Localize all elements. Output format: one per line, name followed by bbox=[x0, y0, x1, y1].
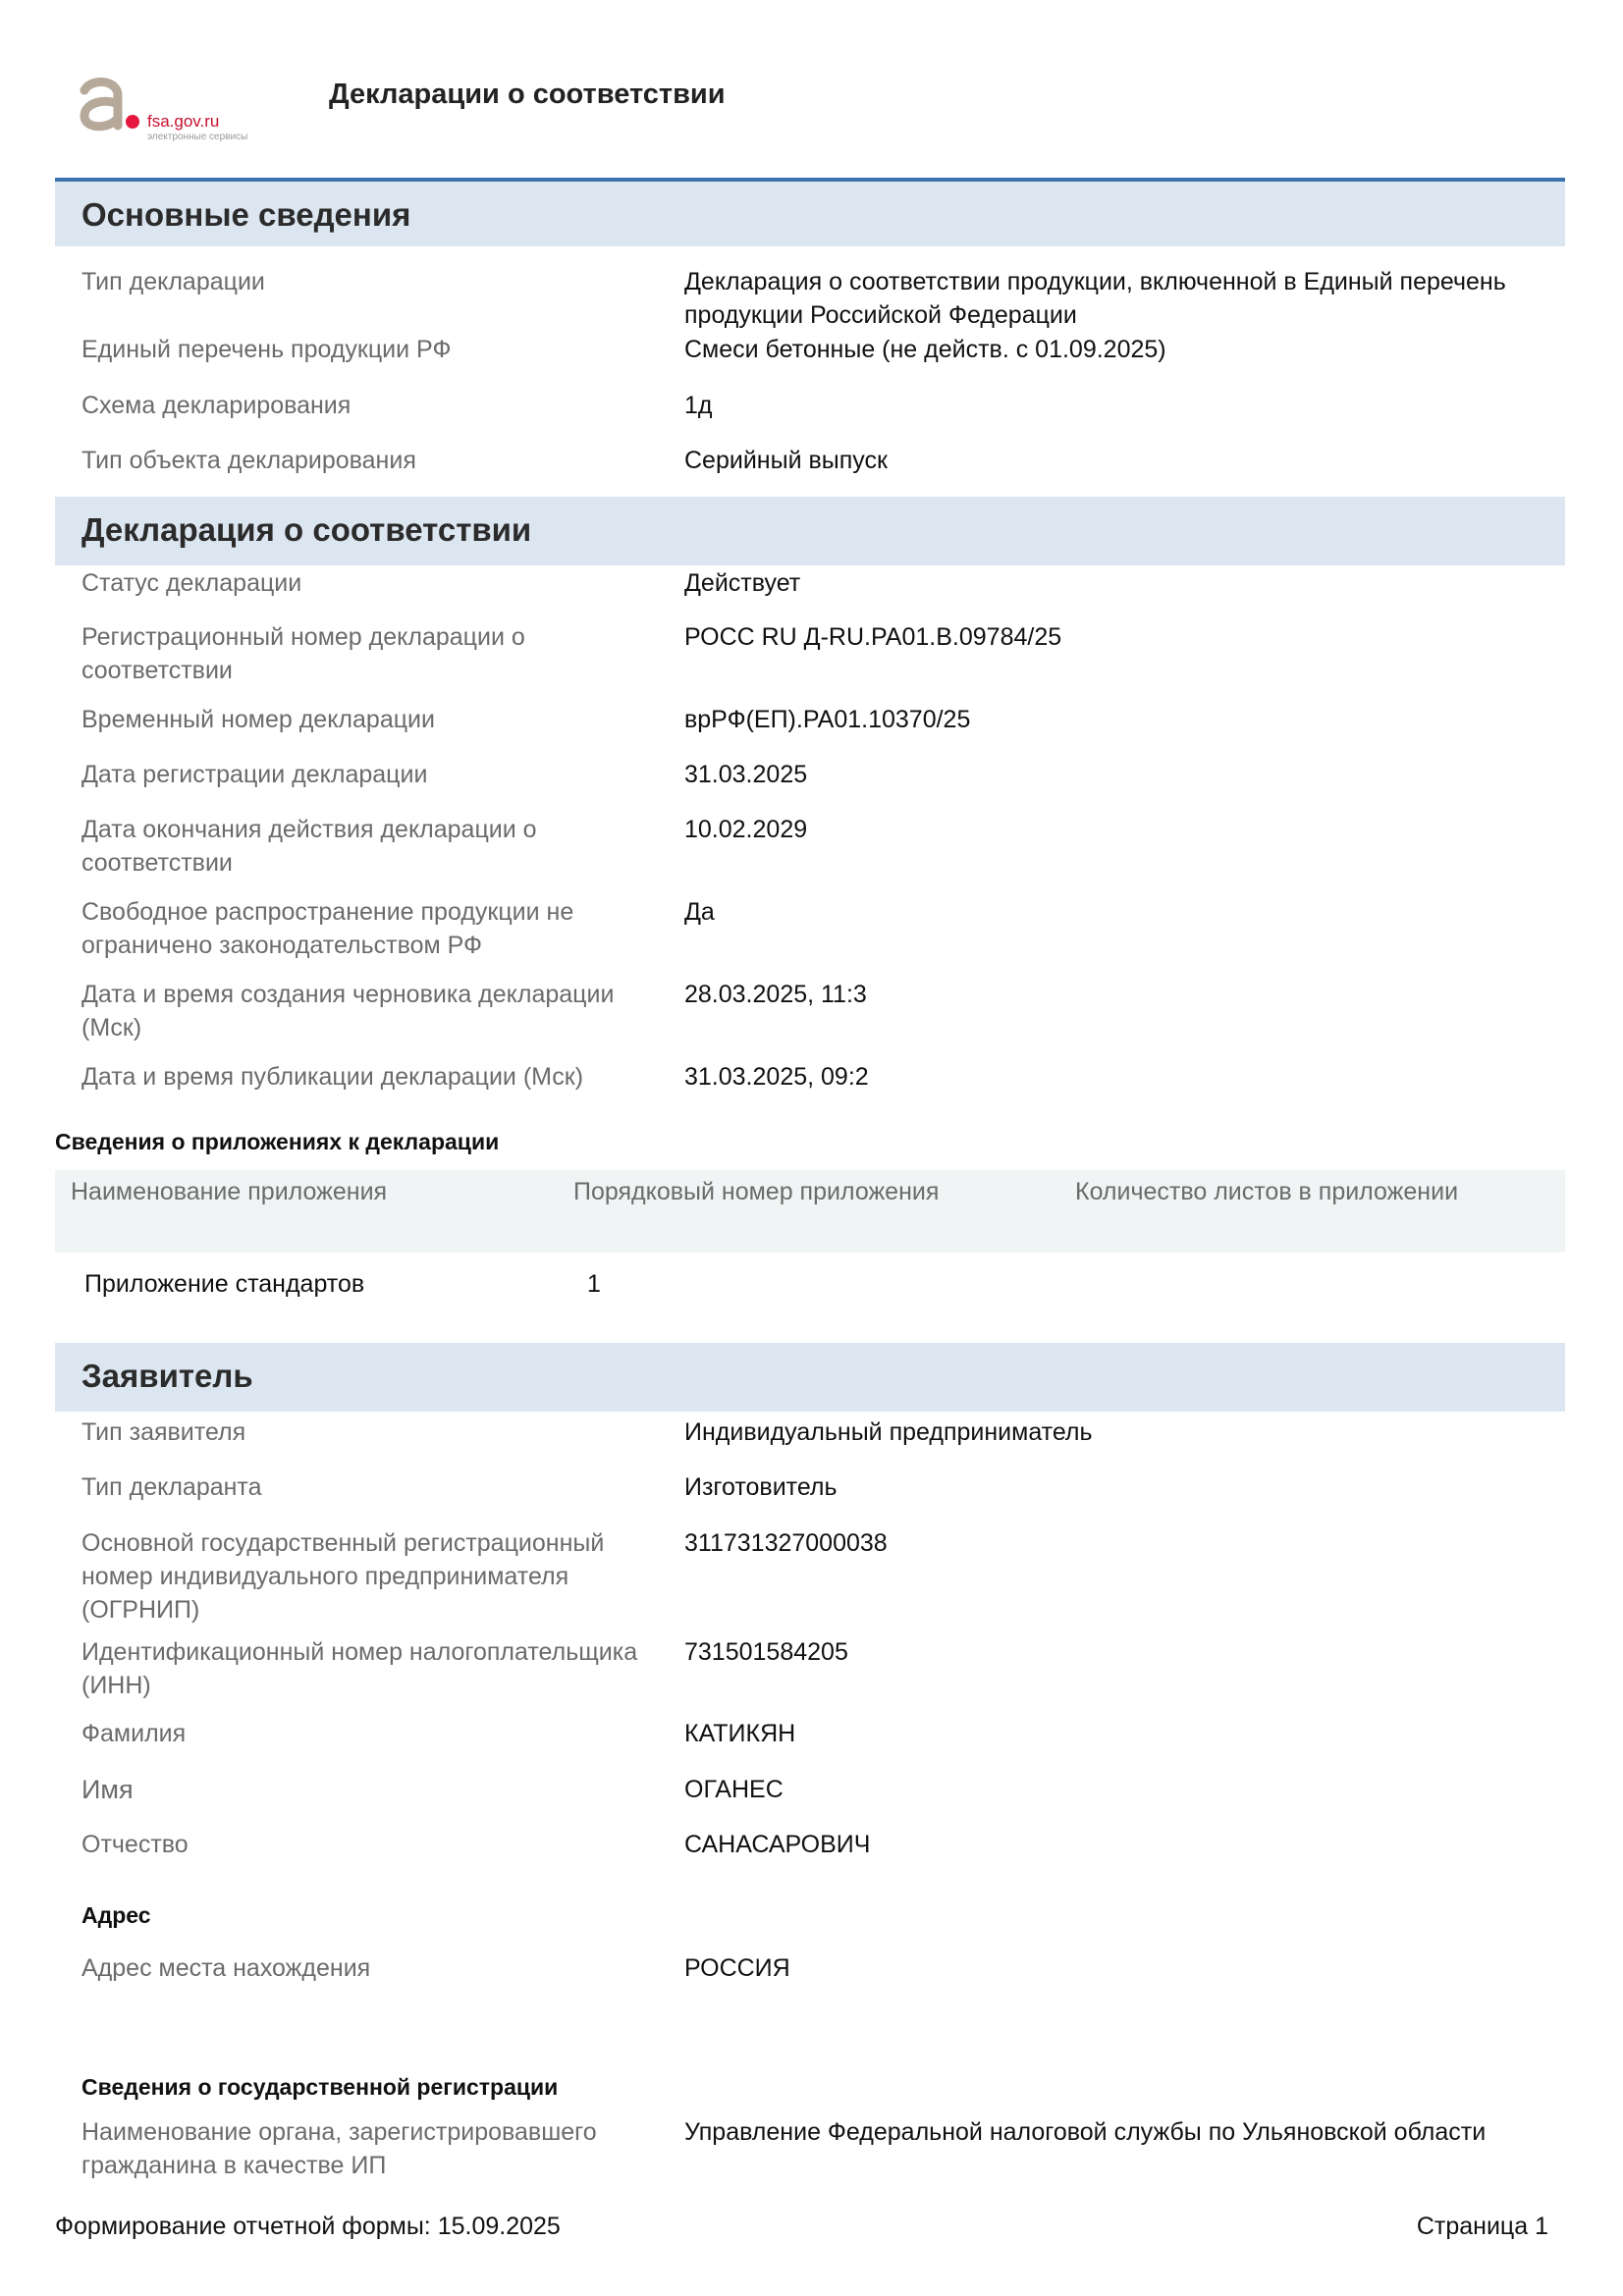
table-cell: 1 bbox=[587, 1270, 601, 1298]
field-value: врРФ(ЕП).PA01.10370/25 bbox=[684, 706, 971, 733]
fsa-logo bbox=[77, 75, 293, 143]
section-applicant-title: Заявитель bbox=[81, 1358, 253, 1394]
attachments-title: Сведения о приложениях к декларации bbox=[55, 1129, 500, 1154]
logo-dot-icon bbox=[126, 115, 139, 129]
footer-generated-date: Формирование отчетной формы: 15.09.2025 bbox=[55, 2213, 561, 2240]
field-label: Имя bbox=[81, 1775, 134, 1804]
field-value: 731501584205 bbox=[684, 1638, 848, 1666]
field-label: Фамилия bbox=[81, 1720, 187, 1747]
field-label: Регистрационный номер декларации о соответствии bbox=[81, 623, 525, 684]
field-label: Дата регистрации декларации bbox=[81, 761, 428, 788]
field-label: Единый перечень продукции РФ bbox=[81, 336, 452, 363]
field-value: 28.03.2025, 11:3 bbox=[684, 981, 867, 1008]
field-value: САНАСАРОВИЧ bbox=[684, 1831, 871, 1858]
field-label: Свободное распространение продукции не ограничено законодательством РФ bbox=[81, 898, 574, 959]
column-header: Количество листов в приложении bbox=[1075, 1178, 1459, 1205]
attachments-table-header bbox=[55, 1170, 1565, 1253]
field-value: Изготовитель bbox=[684, 1473, 838, 1501]
field-value: РОСС RU Д-RU.PA01.B.09784/25 bbox=[684, 623, 1062, 651]
field-value: Смеси бетонные (не действ. с 01.09.2025) bbox=[684, 336, 1166, 363]
field-value: Действует bbox=[684, 569, 801, 597]
field-label: Идентификационный номер налогоплательщика (ИНН) bbox=[81, 1638, 638, 1699]
field-label: Тип декларанта bbox=[81, 1473, 262, 1501]
field-label: Основной государственный регистрационный номер индивидуального предпринимателя (ОГРНИП) bbox=[81, 1529, 605, 1624]
field-label: Тип объекта декларирования bbox=[81, 447, 416, 474]
field-value: КАТИКЯН bbox=[684, 1720, 796, 1747]
field-label: Дата и время создания черновика декларации (Мск) bbox=[81, 981, 615, 1041]
field-value: 311731327000038 bbox=[684, 1529, 888, 1557]
field-value: 31.03.2025 bbox=[684, 761, 808, 788]
field-label: Адрес места нахождения bbox=[81, 1954, 371, 1982]
field-label: Тип заявителя bbox=[81, 1418, 246, 1446]
field-label: Дата и время публикации декларации (Мск) bbox=[81, 1063, 584, 1091]
logo-url: fsa.gov.ru bbox=[147, 112, 220, 131]
field-value: 10.02.2029 bbox=[684, 816, 808, 843]
section-basic-title: Основные сведения bbox=[81, 196, 411, 233]
field-value: РОССИЯ bbox=[684, 1954, 790, 1982]
document-title: Декларации о соответствии bbox=[329, 79, 726, 110]
footer-page-number: Страница 1 bbox=[1416, 2213, 1548, 2240]
field-value: Серийный выпуск bbox=[684, 447, 888, 474]
field-label: Статус декларации bbox=[81, 569, 302, 597]
section-declaration-header bbox=[55, 497, 1565, 565]
column-header: Наименование приложения bbox=[71, 1178, 388, 1205]
field-value: 1д bbox=[684, 392, 713, 419]
registration-title: Сведения о государственной регистрации bbox=[81, 2074, 559, 2100]
field-value: Индивидуальный предприниматель bbox=[684, 1418, 1093, 1446]
address-title: Адрес bbox=[81, 1902, 151, 1928]
field-label: Дата окончания действия декларации о соответствии bbox=[81, 816, 537, 877]
section-basic-header bbox=[55, 178, 1565, 246]
section-declaration-title: Декларация о соответствии bbox=[81, 511, 532, 548]
field-value: ОГАНЕС bbox=[684, 1776, 784, 1803]
field-label: Схема декларирования bbox=[81, 392, 352, 419]
column-header: Порядковый номер приложения bbox=[573, 1178, 940, 1205]
field-label: Отчество bbox=[81, 1831, 189, 1858]
field-value: Декларация о соответствии продукции, включенной в Единый перечень продукции Российской Федерации bbox=[684, 268, 1506, 329]
field-label: Тип декларации bbox=[81, 268, 265, 295]
table-cell: Приложение стандартов bbox=[84, 1270, 365, 1298]
section-applicant-header bbox=[55, 1343, 1565, 1412]
fsa-logo-icon bbox=[77, 75, 130, 133]
field-label: Наименование органа, зарегистрировавшего гражданина в качестве ИП bbox=[81, 2118, 597, 2179]
field-value: 31.03.2025, 09:2 bbox=[684, 1063, 869, 1091]
field-value: Управление Федеральной налоговой службы по Ульяновской области bbox=[684, 2118, 1487, 2146]
field-label: Временный номер декларации bbox=[81, 706, 435, 733]
field-value: Да bbox=[684, 898, 715, 926]
logo-subtitle: электронные сервисы bbox=[147, 132, 248, 142]
